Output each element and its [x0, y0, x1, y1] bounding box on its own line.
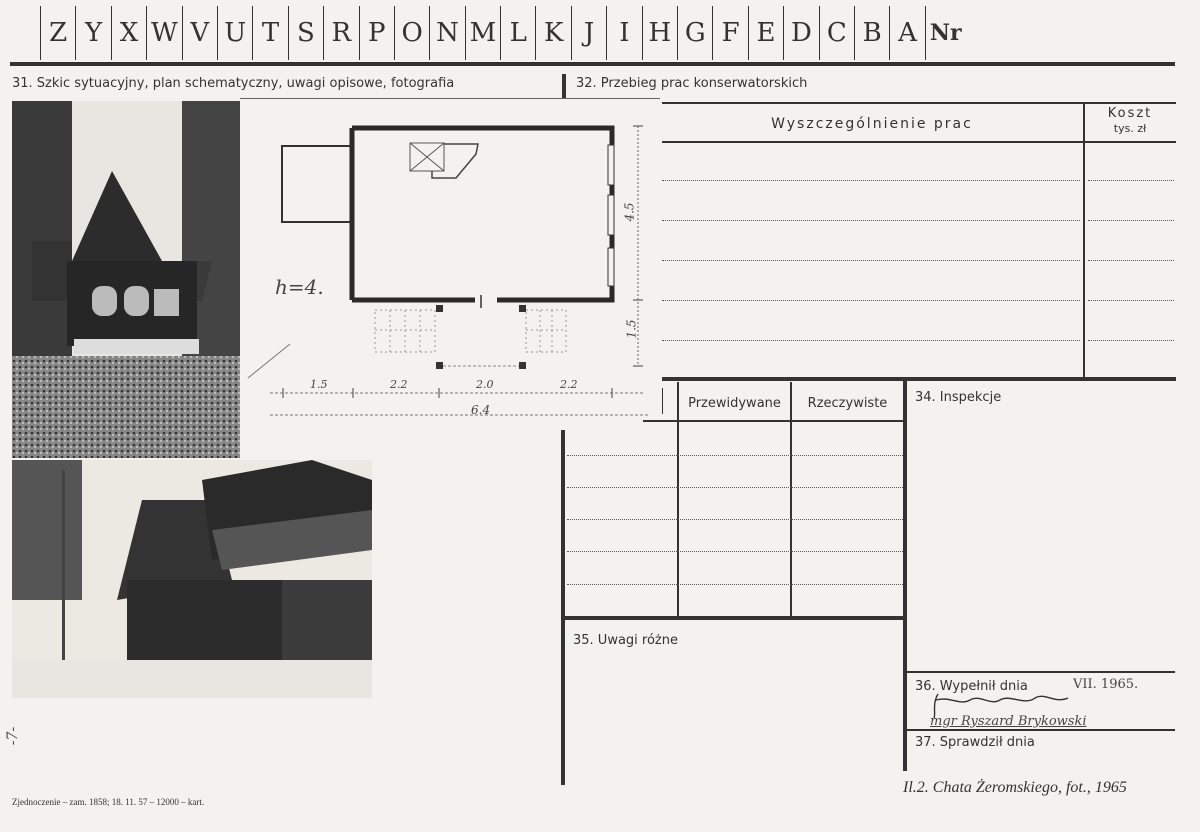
column-letter: H: [642, 6, 677, 60]
plan-dim-vertical-lower: 1.5: [624, 319, 639, 339]
column-letter: B: [854, 6, 889, 60]
photo-house-side: [12, 460, 372, 698]
section-33-header-rule: [643, 420, 903, 422]
plan-dim-h-4: 2.2: [560, 378, 578, 391]
column-letter: A: [889, 6, 924, 60]
section-33-left-tick: [662, 388, 663, 414]
works-row-line: [662, 340, 1080, 341]
section-33-left-border: [561, 430, 565, 785]
cost-row-line: [1088, 260, 1174, 261]
plan-dim-h-1: 1.5: [310, 378, 328, 391]
section-33-bottom-rule: [565, 616, 903, 620]
section-35-title: 35. Uwagi różne: [573, 633, 678, 648]
column-letter: M: [465, 6, 500, 60]
column-letter: C: [819, 6, 854, 60]
column-letter: T: [252, 6, 287, 60]
house-side-illustration: [12, 460, 372, 698]
works-row-line: [662, 180, 1080, 181]
actual-col-divider: [790, 382, 792, 618]
works-column-divider: [1083, 102, 1085, 377]
s33-row-line: [567, 551, 903, 552]
floor-plan-sketch: [240, 100, 660, 430]
section-32-bottom-rule: [662, 377, 1176, 381]
works-table-top-rule: [662, 102, 1176, 104]
plan-height-note: h=4.: [275, 275, 324, 299]
section-34-title: 34. Inspekcje: [915, 390, 1002, 405]
s33-row-line: [567, 455, 903, 456]
column-letter: Y: [75, 6, 110, 60]
cost-row-line: [1088, 340, 1174, 341]
cost-column-header-line1: Koszt: [1107, 106, 1153, 121]
column-letter-strip: [40, 6, 966, 60]
cost-row-line: [1088, 300, 1174, 301]
column-letter: W: [146, 6, 181, 60]
figure-caption: Il.2. Chata Żeromskiego, fot., 1965: [903, 779, 1127, 796]
works-table: [662, 102, 1176, 377]
column-letter: Z: [40, 6, 75, 60]
section-31-title: 31. Szkic sytuacyjny, plan schematyczny, uwagi opisowe, fotografia: [12, 76, 455, 91]
plan-dim-h-3: 2.0: [476, 378, 494, 391]
section-36-top-rule: [907, 671, 1175, 673]
works-header-rule: [662, 141, 1176, 143]
plan-dim-vertical-upper: 4.5: [622, 202, 637, 222]
header-rule: [10, 62, 1175, 66]
actual-column-header: Rzeczywiste: [807, 396, 888, 411]
column-letter: L: [500, 6, 535, 60]
section-divider: [562, 74, 566, 98]
works-row-line: [662, 260, 1080, 261]
section-33-right-border: [903, 381, 907, 771]
cost-row-line: [1088, 220, 1174, 221]
column-letter: P: [359, 6, 394, 60]
column-letter: X: [111, 6, 146, 60]
section-37-top-rule: [907, 729, 1175, 731]
plan-dim-total: 6.4: [471, 403, 491, 417]
column-letter: G: [677, 6, 712, 60]
floor-plan-drawing: [240, 100, 660, 430]
works-column-header: Wyszczególnienie prac: [771, 116, 973, 132]
column-letter: D: [783, 6, 818, 60]
planned-col-divider: [677, 382, 679, 618]
column-letter: U: [217, 6, 252, 60]
section-32-title: 32. Przebieg prac konserwatorskich: [576, 76, 808, 91]
column-letter: E: [748, 6, 783, 60]
works-row-line: [662, 220, 1080, 221]
photo-house-front: [12, 101, 240, 458]
column-letter: N: [429, 6, 464, 60]
column-letter: S: [288, 6, 323, 60]
column-letter: O: [394, 6, 429, 60]
works-row-line: [662, 300, 1080, 301]
section-37-title: 37. Sprawdził dnia: [915, 735, 1035, 750]
cost-column-header-line2: tys. zł: [1113, 122, 1147, 135]
column-letter: J: [571, 6, 606, 60]
column-letter: R: [323, 6, 358, 60]
margin-page-mark: -7-: [5, 726, 22, 746]
print-info: Zjednoczenie – zam. 1858; 18. 11. 57 – 12000 – kart.: [12, 797, 205, 807]
planned-column-header: Przewidywane: [688, 396, 781, 411]
column-letter: V: [182, 6, 217, 60]
section-36-title: 36. Wypełnił dnia: [915, 679, 1028, 694]
s33-row-line: [567, 519, 903, 520]
signature-name: mgr Ryszard Brykowski: [930, 714, 1087, 729]
cost-row-line: [1088, 180, 1174, 181]
house-front-illustration: [12, 101, 240, 458]
s33-row-line: [567, 584, 903, 585]
section-36-date: VII. 1965.: [1073, 677, 1139, 692]
s33-row-line: [567, 487, 903, 488]
column-letter: I: [606, 6, 641, 60]
title-underline: [240, 98, 660, 99]
plan-dim-h-2: 2.2: [390, 378, 408, 391]
nr-label: Nr: [925, 6, 966, 60]
column-letter: F: [712, 6, 747, 60]
column-letter: K: [535, 6, 570, 60]
